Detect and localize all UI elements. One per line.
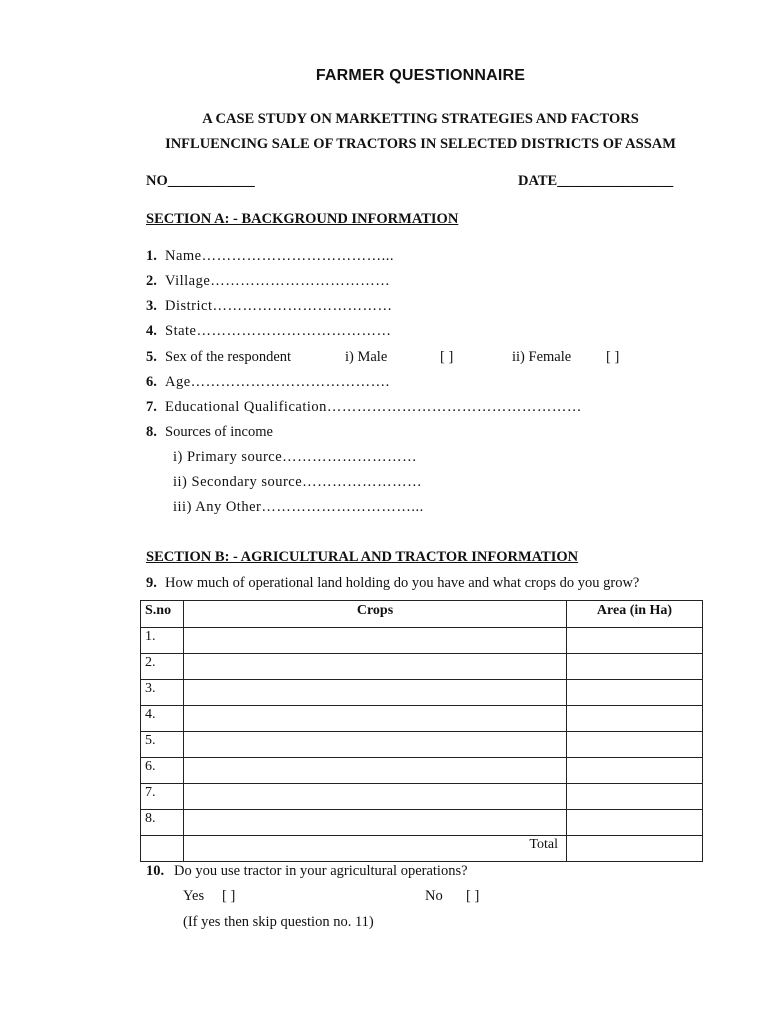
question-age[interactable] bbox=[146, 373, 390, 391]
question-10 bbox=[146, 862, 468, 880]
question-number: 1. bbox=[146, 248, 157, 264]
question-number: 7. bbox=[146, 399, 157, 415]
question-income-sources bbox=[146, 423, 273, 441]
income-primary-source[interactable]: i) Primary source……………………… bbox=[173, 449, 418, 465]
table-row bbox=[141, 758, 703, 784]
area-cell[interactable] bbox=[567, 680, 703, 706]
questionnaire-number-field[interactable]: NO____________ bbox=[146, 173, 255, 189]
area-cell[interactable] bbox=[567, 654, 703, 680]
row-number: 8. bbox=[141, 810, 184, 836]
study-title-line-2: INFLUENCING SALE OF TRACTORS IN SELECTED DISTRICTS OF ASSAM bbox=[165, 136, 676, 152]
table-header-row bbox=[141, 601, 703, 628]
question-9 bbox=[146, 574, 639, 592]
question-name[interactable] bbox=[146, 247, 394, 265]
area-cell[interactable] bbox=[567, 628, 703, 654]
table-row bbox=[141, 732, 703, 758]
area-cell[interactable] bbox=[567, 784, 703, 810]
crops-table bbox=[140, 600, 703, 862]
sex-female-checkbox[interactable]: [ ] bbox=[606, 349, 620, 365]
question-text: State………………………………… bbox=[165, 323, 392, 339]
question-text: Do you use tractor in your agricultural operations? bbox=[174, 863, 468, 879]
question-text: Sources of income bbox=[165, 424, 273, 440]
question-education[interactable] bbox=[146, 398, 582, 416]
question-state[interactable] bbox=[146, 322, 392, 340]
date-field[interactable]: DATE________________ bbox=[518, 173, 674, 189]
table-row bbox=[141, 654, 703, 680]
section-b-heading: SECTION B: - AGRICULTURAL AND TRACTOR INFORMATION bbox=[146, 549, 579, 565]
column-header-sno: S.no bbox=[141, 601, 184, 628]
area-cell[interactable] bbox=[567, 758, 703, 784]
question-number: 10. bbox=[146, 863, 165, 879]
skip-note: (If yes then skip question no. 11) bbox=[183, 914, 374, 930]
section-a-heading: SECTION A: - BACKGROUND INFORMATION bbox=[146, 211, 459, 227]
row-number: 1. bbox=[141, 628, 184, 654]
question-number: 3. bbox=[146, 298, 157, 314]
area-cell[interactable] bbox=[567, 732, 703, 758]
row-number: 5. bbox=[141, 732, 184, 758]
page-title: FARMER QUESTIONNAIRE bbox=[315, 67, 526, 84]
crop-cell[interactable] bbox=[184, 758, 567, 784]
question-sex bbox=[146, 348, 291, 366]
table-row bbox=[141, 628, 703, 654]
row-number: 4. bbox=[141, 706, 184, 732]
question-text: Village……………………………… bbox=[165, 273, 391, 289]
column-header-crops: Crops bbox=[184, 601, 567, 628]
question-number: 8. bbox=[146, 424, 157, 440]
empty-cell bbox=[141, 836, 184, 862]
question-text: How much of operational land holding do you have and what crops do you grow? bbox=[165, 575, 640, 591]
crop-cell[interactable] bbox=[184, 784, 567, 810]
question-number: 9. bbox=[146, 575, 157, 591]
crop-cell[interactable] bbox=[184, 706, 567, 732]
table-row bbox=[141, 784, 703, 810]
total-label: Total bbox=[184, 836, 567, 862]
row-number: 3. bbox=[141, 680, 184, 706]
column-header-area: Area (in Ha) bbox=[567, 601, 703, 628]
tractor-no-label: No bbox=[425, 888, 443, 904]
crop-cell[interactable] bbox=[184, 732, 567, 758]
question-district[interactable] bbox=[146, 297, 393, 315]
income-other-source[interactable]: iii) Any Other…………………………... bbox=[173, 499, 424, 515]
area-cell[interactable] bbox=[567, 706, 703, 732]
study-title-line-1: A CASE STUDY ON MARKETTING STRATEGIES AND FACTORS bbox=[202, 111, 639, 127]
sex-male-checkbox[interactable]: [ ] bbox=[440, 349, 454, 365]
question-text: Educational Qualification…………………………………………… bbox=[165, 399, 582, 415]
question-text: Age…………………………………. bbox=[165, 374, 390, 390]
row-number: 7. bbox=[141, 784, 184, 810]
tractor-no-checkbox[interactable]: [ ] bbox=[466, 888, 480, 904]
crop-cell[interactable] bbox=[184, 654, 567, 680]
sex-male-label: i) Male bbox=[345, 349, 388, 365]
question-text: Sex of the respondent bbox=[165, 349, 292, 365]
area-cell[interactable] bbox=[567, 810, 703, 836]
table-row bbox=[141, 680, 703, 706]
row-number: 6. bbox=[141, 758, 184, 784]
income-secondary-source[interactable]: ii) Secondary source…………………… bbox=[173, 474, 423, 490]
crop-cell[interactable] bbox=[184, 810, 567, 836]
table-row bbox=[141, 810, 703, 836]
tractor-yes-label: Yes bbox=[183, 888, 205, 904]
sex-female-label: ii) Female bbox=[512, 349, 572, 365]
question-text: District……………………………… bbox=[165, 298, 393, 314]
question-text: Name………………………………... bbox=[165, 248, 394, 264]
table-row bbox=[141, 706, 703, 732]
question-village[interactable] bbox=[146, 272, 390, 290]
question-number: 2. bbox=[146, 273, 157, 289]
total-area-cell[interactable] bbox=[567, 836, 703, 862]
question-number: 5. bbox=[146, 349, 157, 365]
question-number: 6. bbox=[146, 374, 157, 390]
table-total-row bbox=[141, 836, 703, 862]
crop-cell[interactable] bbox=[184, 628, 567, 654]
row-number: 2. bbox=[141, 654, 184, 680]
crop-cell[interactable] bbox=[184, 680, 567, 706]
tractor-yes-checkbox[interactable]: [ ] bbox=[222, 888, 236, 904]
question-number: 4. bbox=[146, 323, 157, 339]
